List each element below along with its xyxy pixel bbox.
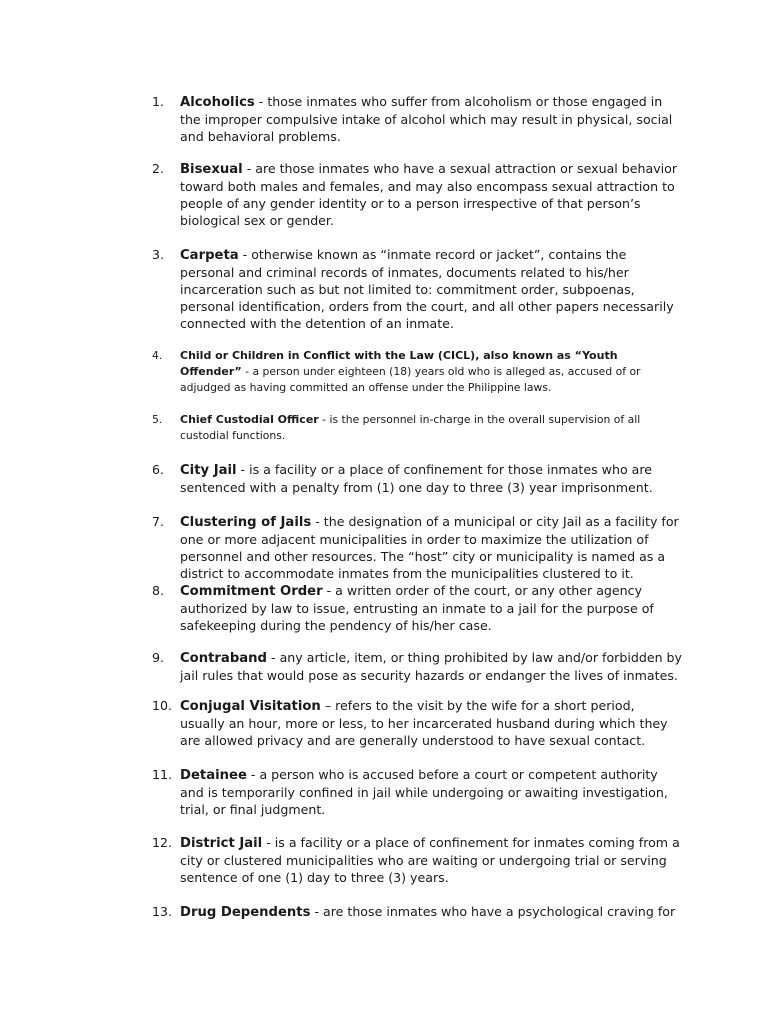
item-definition: - is the personnel in-charge in the overall supervision of all custodial functions. (180, 413, 641, 442)
item-number: 7. (152, 514, 165, 529)
list-item (152, 834, 682, 886)
list-item (152, 513, 682, 582)
item-number: 4. (152, 349, 163, 362)
item-definition: - those inmates who suffer from alcoholism or those engaged in the improper compulsive intake of alcohol which may result in physical, social and behavioral problems. (180, 94, 673, 144)
list-item (152, 582, 682, 634)
list-item (152, 93, 682, 145)
item-number: 9. (152, 650, 165, 665)
item-number: 1. (152, 94, 165, 109)
list-item (152, 461, 682, 496)
item-number: 13. (152, 904, 173, 919)
item-definition: - is a facility or a place of confinement for inmates coming from a city or clustered municipalities who are waiting or undergoing trial or serving sentence of one (1) day to three (3) years. (180, 835, 680, 885)
item-term: Contraband (180, 651, 268, 666)
item-term: City Jail (180, 463, 237, 478)
item-term: Alcoholics (180, 95, 255, 110)
list-item (152, 903, 682, 921)
item-definition: - are those inmates who have a psychological craving for (310, 904, 676, 919)
list-item (152, 348, 682, 396)
list-item (152, 412, 682, 444)
item-number: 10. (152, 698, 173, 713)
item-term: Detainee (180, 768, 247, 783)
item-definition: - a person who is accused before a court or competent authority and is temporarily confined in jail while undergoing or awaiting investigation, trial, or final judgment. (180, 767, 668, 817)
item-definition: - the designation of a municipal or city Jail as a facility for one or more adjacent municipalities in order to maximize the utilization of personnel and other resources. The “host” city or municipality is named as a district to accommodate inmates from the municipalities clustered to it. (180, 514, 679, 581)
item-term: Drug Dependents (180, 905, 311, 920)
item-term: Carpeta (180, 248, 239, 263)
item-term: Chief Custodial Officer (180, 413, 319, 426)
item-definition: - otherwise known as “inmate record or jacket”, contains the personal and criminal records of inmates, documents related to his/her incarceration such as but not limited to: commitment order, subpoenas, personal identification, orders from the court, and all other papers necessarily connected with the detention of an inmate. (180, 247, 674, 331)
item-term: District Jail (180, 836, 263, 851)
list-item (152, 160, 682, 229)
item-number: 8. (152, 583, 165, 598)
list-item (152, 697, 682, 749)
item-definition: – refers to the visit by the wife for a short period, usually an hour, more or less, to her incarcerated husband during which they are allowed privacy and are generally understood to have sexual contact. (180, 698, 668, 748)
list-item (152, 649, 682, 684)
item-term: Clustering of Jails (180, 515, 312, 530)
item-term: Bisexual (180, 162, 243, 177)
item-term: Conjugal Visitation (180, 699, 321, 714)
item-term: Commitment Order (180, 584, 323, 599)
list-item (152, 246, 682, 332)
item-definition: - are those inmates who have a sexual attraction or sexual behavior toward both males and females, and may also encompass sexual attraction to people of any gender identity or to a person irrespective of that person’s biological sex or gender. (180, 161, 678, 228)
item-definition: - a person under eighteen (18) years old who is alleged as, accused of or adjudged as having committed an offense under the Philippine laws. (180, 365, 641, 394)
item-number: 11. (152, 767, 173, 782)
item-term: Child or Children in Conflict with the Law (CICL), also known as “Youth Offender” (180, 349, 618, 378)
list-item (152, 766, 682, 818)
item-definition: - any article, item, or thing prohibited by law and/or forbidden by jail rules that would pose as security hazards or endanger the lives of inmates. (180, 650, 683, 683)
item-number: 3. (152, 247, 165, 262)
item-definition: - a written order of the court, or any other agency authorized by law to issue, entrusting an inmate to a jail for the purpose of safekeeping during the pendency of his/her case. (180, 583, 654, 633)
item-number: 12. (152, 835, 173, 850)
item-definition: - is a facility or a place of confinement for those inmates who are sentenced with a penalty from (1) one day to three (3) year imprisonment. (180, 462, 653, 495)
item-number: 5. (152, 413, 163, 426)
item-number: 2. (152, 161, 165, 176)
item-number: 6. (152, 462, 165, 477)
